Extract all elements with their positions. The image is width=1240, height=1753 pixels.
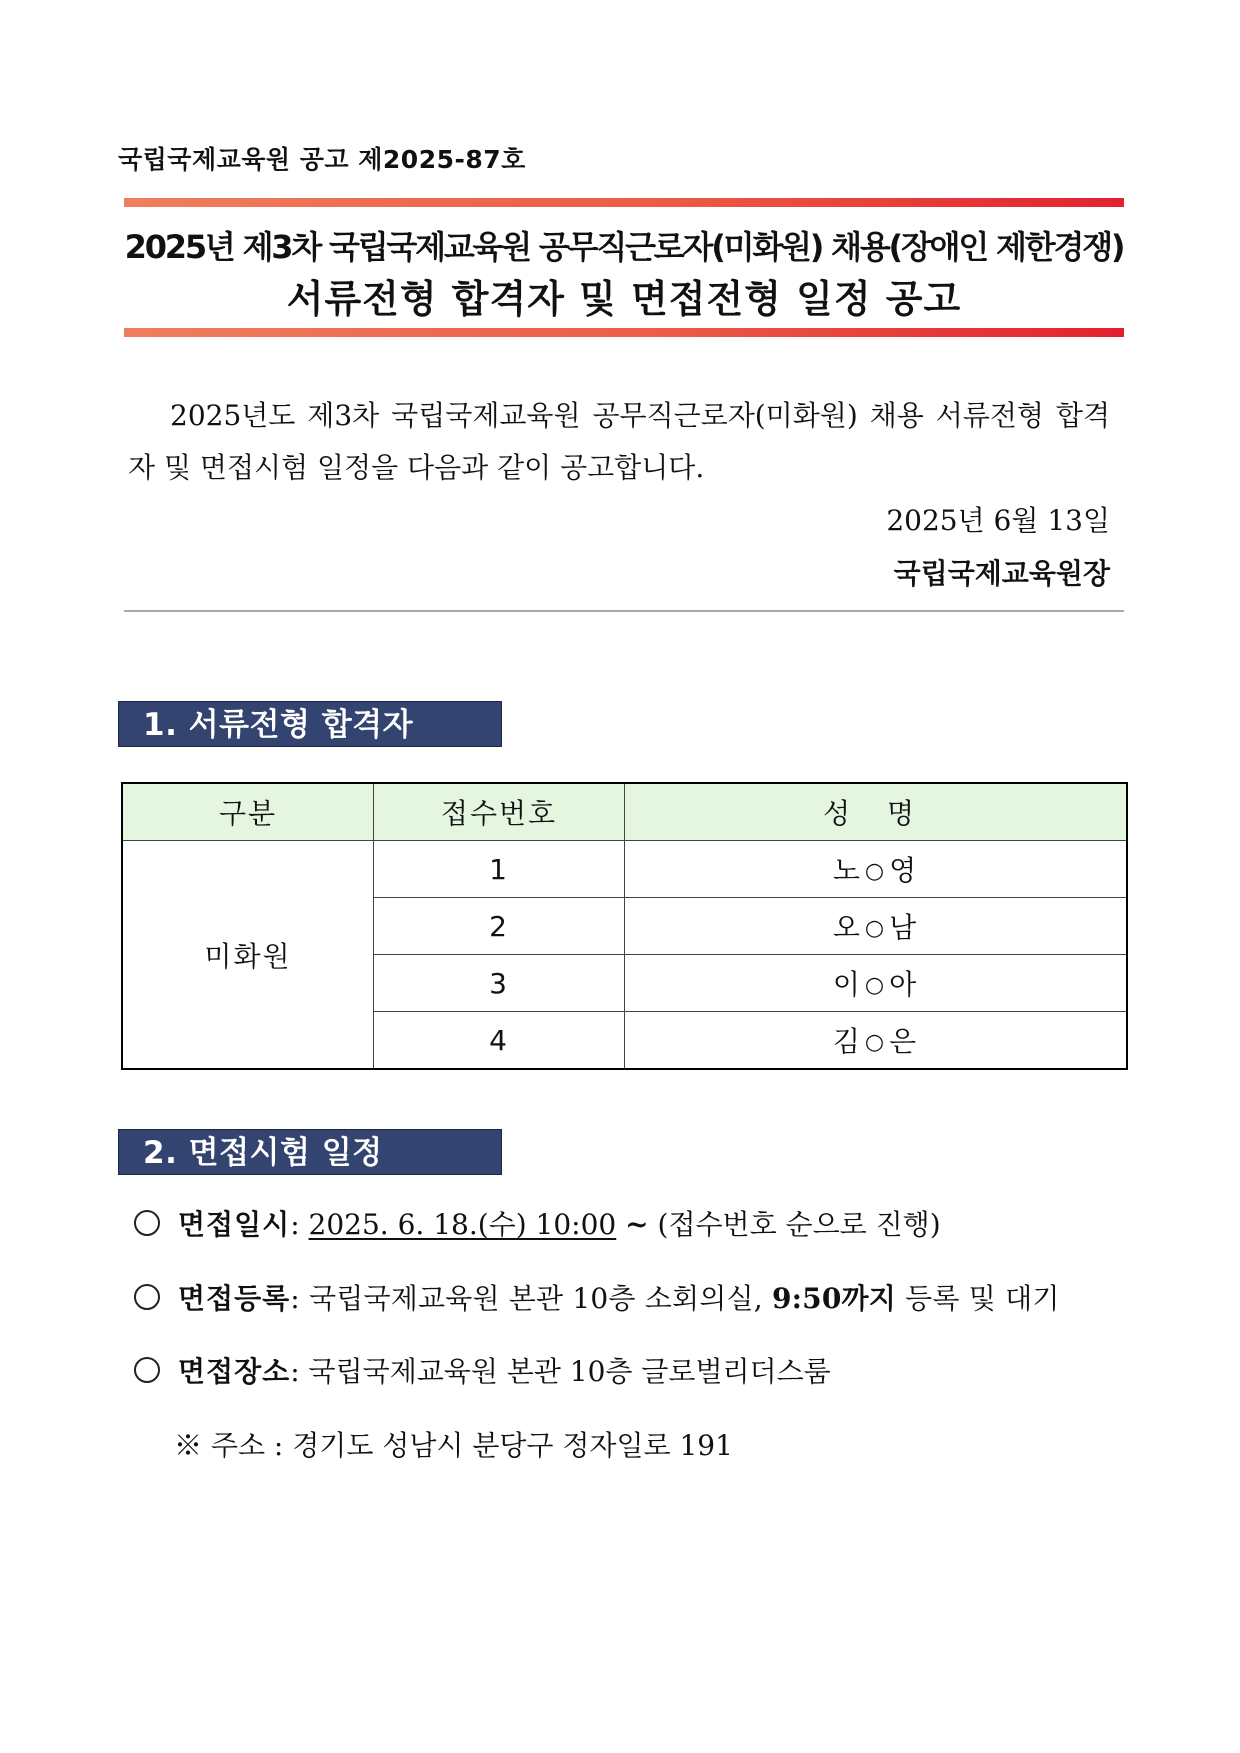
interview-date-item xyxy=(134,1203,941,1243)
name-last: 영 xyxy=(889,854,919,887)
name-first: 이 xyxy=(832,968,862,1001)
number-cell: 1 xyxy=(374,841,625,898)
name-first: 김 xyxy=(832,1025,862,1058)
name-first: 오 xyxy=(832,911,862,944)
title-top-bar xyxy=(124,198,1124,207)
table-header-row xyxy=(122,783,1127,841)
title-line-2: 서류전형 합격자 및 면접전형 일정 공고 xyxy=(286,277,962,321)
number-cell: 3 xyxy=(374,955,625,1012)
interview-date-colon: : xyxy=(290,1208,300,1241)
interview-register-item xyxy=(134,1277,1060,1317)
interview-date-value: 2025. 6. 18.(수) 10:00 xyxy=(308,1208,617,1241)
issuer: 국립국제교육원장 xyxy=(893,557,1110,590)
title-bottom-bar xyxy=(124,328,1124,337)
title-line-1: 2025년 제3차 국립국제교육원 공무직근로자(미화원) 채용(장애인 제한경쟁) xyxy=(124,228,1124,266)
name-cell xyxy=(625,841,1128,898)
notice-number: 국립국제교육원 공고 제2025-87호 xyxy=(118,145,526,174)
name-last: 은 xyxy=(889,1025,919,1058)
name-mask: ○ xyxy=(864,973,887,998)
name-cell xyxy=(625,898,1128,955)
name-cell xyxy=(625,1012,1128,1070)
name-first: 노 xyxy=(832,854,862,887)
interview-date-note: (접수번호 순으로 진행) xyxy=(657,1208,941,1241)
interview-register-time: 9:50까지 xyxy=(771,1282,897,1315)
divider xyxy=(124,610,1124,612)
header-category: 구분 xyxy=(122,783,374,841)
header-name-text: 성 명 xyxy=(823,797,928,830)
circle-bullet-icon xyxy=(134,1357,160,1383)
category-cell: 미화원 xyxy=(122,841,374,1070)
section-1-header: 1. 서류전형 합격자 xyxy=(118,701,502,747)
interview-place-colon: : xyxy=(290,1355,300,1388)
name-mask: ○ xyxy=(864,916,887,941)
interview-place-label: 면접장소 xyxy=(178,1355,291,1388)
interview-date-tilde: ~ xyxy=(625,1208,649,1241)
interview-place-value: 국립국제교육원 본관 10층 글로벌리더스룸 xyxy=(308,1355,831,1388)
interview-date-label: 면접일시 xyxy=(178,1208,291,1241)
name-last: 남 xyxy=(889,911,919,944)
number-cell: 2 xyxy=(374,898,625,955)
circle-bullet-icon xyxy=(134,1210,160,1236)
results-table xyxy=(121,782,1128,1070)
interview-register-colon: : xyxy=(290,1282,300,1315)
name-mask: ○ xyxy=(864,859,887,884)
name-cell xyxy=(625,955,1128,1012)
interview-register-rest: 등록 및 대기 xyxy=(905,1282,1060,1315)
notice-date: 2025년 6월 13일 xyxy=(886,504,1110,537)
address-note: ※ 주소 : 경기도 성남시 분당구 정자일로 191 xyxy=(174,1429,733,1462)
intro-paragraph: 2025년도 제3차 국립국제교육원 공무직근로자(미화원) 채용 서류전형 합격자 및 면접시험 일정을 다음과 같이 공고합니다. xyxy=(128,399,1110,484)
header-name xyxy=(625,783,1128,841)
interview-place-item xyxy=(134,1350,831,1390)
section-2-header: 2. 면접시험 일정 xyxy=(118,1129,502,1175)
header-number: 접수번호 xyxy=(374,783,625,841)
name-last: 아 xyxy=(889,968,919,1001)
circle-bullet-icon xyxy=(134,1284,160,1310)
interview-register-value: 국립국제교육원 본관 10층 소회의실, xyxy=(308,1282,763,1315)
number-cell: 4 xyxy=(374,1012,625,1070)
name-mask: ○ xyxy=(864,1030,887,1055)
interview-register-label: 면접등록 xyxy=(178,1282,291,1315)
table-row xyxy=(122,841,1127,898)
